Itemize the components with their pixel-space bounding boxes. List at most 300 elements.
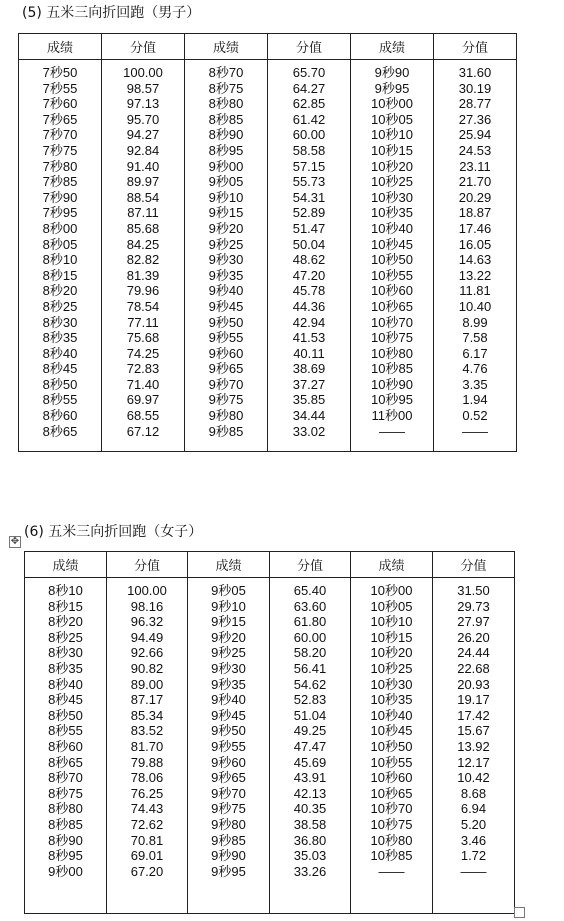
table-cell: 10秒95 [371,392,413,408]
table-cell: 8秒45 [42,361,78,377]
points-column-cell [270,578,351,914]
points-column-cell [102,60,185,452]
header-points-col: 分值 [270,552,351,578]
table-cell: 81.39 [126,267,160,283]
table-cell: 8秒65 [48,754,83,770]
table-cell: 72.83 [126,361,160,377]
table-cell: 8秒60 [48,738,83,754]
table-cell: 23.11 [459,158,491,174]
table-cell: 61.80 [293,614,327,630]
table-cell: 10秒75 [371,330,413,346]
table-cell: 90.82 [130,660,164,676]
table-cell: 21.70 [458,174,492,190]
table-cell: 8秒95 [48,848,83,864]
table-cell: 51.04 [293,707,327,723]
points-column [102,65,184,451]
table-cell: 7秒50 [42,65,78,80]
table-cell: 7秒80 [42,158,78,174]
points-column-cell [107,578,188,914]
table-cell: 48.62 [292,252,326,268]
table-cell: 7秒65 [42,111,78,127]
section-5-caption: (5) 五米三向折回跑（男子） [22,5,201,21]
table-header-row [25,552,515,578]
table-cell: 9秒10 [211,598,246,614]
table-cell: 8秒50 [48,707,83,723]
table-cell: 92.66 [130,645,164,661]
table-cell: 65.40 [293,583,327,598]
table-cell: 42.13 [293,785,327,801]
table-body-row [19,60,517,452]
table-cell: 60.00 [293,629,327,645]
table-cell: 8秒15 [48,598,83,614]
table-cell: 10秒10 [371,127,413,143]
table-cell: 13.22 [458,267,492,283]
table-cell: 1.94 [462,392,488,408]
header-points-col: 分值 [107,552,188,578]
female-score-table [24,551,515,914]
score-column-cell [185,60,268,452]
table-cell: 10秒55 [371,267,413,283]
table-cell: 22.68 [457,660,490,676]
table-cell: 9秒15 [211,614,246,630]
table-cell: 5.20 [460,816,487,832]
table-cell: 10秒70 [370,801,413,817]
table-cell: 95.70 [126,111,160,127]
table-cell: 52.83 [293,692,327,708]
table-cell: 7秒90 [42,189,78,205]
table-cell: 6.17 [462,345,488,361]
table-cell: 9秒95 [211,863,246,879]
table-cell: 8秒75 [208,80,244,96]
table-cell: 12.17 [457,754,490,770]
table-cell: 10秒25 [371,174,413,190]
table-cell: 9秒90 [211,848,246,864]
table-cell: 54.62 [293,676,327,692]
table-cell: 98.57 [126,80,160,96]
table-cell: 100.00 [123,65,163,80]
points-column [268,65,350,451]
table-cell: 47.47 [293,738,327,754]
table-cell: 10秒05 [370,598,413,614]
table-cell: 56.41 [293,660,327,676]
table-cell: 7秒60 [42,96,78,112]
table-cell: 9秒65 [208,361,244,377]
table-cell: 8秒75 [48,785,83,801]
table-cell: 36.80 [293,832,327,848]
table-cell: 9秒85 [211,832,246,848]
table-header-row [19,34,517,60]
table-cell: 10秒75 [370,816,413,832]
table-cell: 9秒50 [211,723,246,739]
table-cell: 97.13 [126,96,160,112]
table-cell: 67.12 [126,423,160,439]
table-cell: 10秒35 [370,692,413,708]
table-cell: 10秒15 [370,629,413,645]
table-cell: 8秒50 [42,376,78,392]
table-cell: 44.36 [292,298,326,314]
table-cell: 71.40 [126,376,160,392]
table-cell: 98.16 [130,598,164,614]
table-cell: 9秒75 [208,392,244,408]
score-column [188,583,269,913]
score-column [351,583,432,913]
table-cell: 24.53 [458,142,492,158]
table-cell: 91.40 [126,158,160,174]
table-cell: 82.82 [126,252,160,268]
table-cell: 10.40 [458,298,492,314]
table-cell: 30.19 [458,80,492,96]
table-cell: 28.77 [458,96,492,112]
table-cell: 10秒20 [370,645,413,661]
table-cell: 27.97 [457,614,490,630]
resize-handle-icon[interactable] [514,907,525,918]
table-cell: 9秒30 [211,660,246,676]
table-cell: 10秒40 [371,220,413,236]
table-cell: 9秒35 [211,676,246,692]
table-cell: 8秒90 [208,127,244,143]
table-cell-empty: —— [462,423,488,439]
table-cell: 8秒35 [42,330,78,346]
table-cell: 20.93 [457,676,490,692]
table-cell: 54.31 [292,189,326,205]
table-cell: 10.42 [457,770,490,786]
table-cell: 40.35 [293,801,327,817]
table-cell: 8秒15 [42,267,78,283]
table-cell: 35.85 [292,392,326,408]
table-cell: 18.87 [458,205,492,221]
table-cell: 70.81 [130,832,164,848]
header-points-col: 分值 [268,34,351,60]
table-cell: 8秒70 [208,65,244,80]
table-cell: 10秒25 [370,660,413,676]
table-cell: 19.17 [457,692,490,708]
table-cell: 20.29 [458,189,492,205]
table-cell: 8秒30 [42,314,78,330]
table-cell: 100.00 [127,583,167,598]
table-cell: 58.20 [293,645,327,661]
table-cell: 9秒55 [208,330,244,346]
table-cell: 7秒75 [42,142,78,158]
table-cell: 13.92 [457,738,490,754]
header-points-col: 分值 [433,552,515,578]
table-cell: 10秒50 [370,738,413,754]
table-cell: 43.91 [293,770,327,786]
table-cell: 76.25 [130,785,164,801]
table-cell: 50.04 [292,236,326,252]
table-cell: 87.17 [130,692,164,708]
table-cell: 8秒70 [48,770,83,786]
table-cell: 9秒80 [211,816,246,832]
points-column-cell [433,578,515,914]
table-cell: 81.70 [130,738,164,754]
table-cell: 10秒85 [370,848,413,864]
table-cell: 8秒85 [48,816,83,832]
table-cell: 25.94 [458,127,492,143]
table-cell: 9秒15 [208,205,244,221]
table-cell: 75.68 [126,330,160,346]
table-cell: 10秒70 [371,314,413,330]
header-points-col: 分值 [102,34,185,60]
table-cell: 10秒45 [370,723,413,739]
table-cell: 88.54 [126,189,160,205]
table-cell: 10秒60 [371,283,413,299]
table-cell: 10秒45 [371,236,413,252]
header-points-col: 分值 [434,34,517,60]
score-column [19,65,101,451]
table-cell: 9秒55 [211,738,246,754]
table-cell: 26.20 [457,629,490,645]
table-cell: 7秒95 [42,205,78,221]
table-cell: 9秒60 [211,754,246,770]
table-cell-empty: —— [460,863,487,879]
table-cell: 9秒00 [48,863,83,879]
table-cell: 10秒80 [371,345,413,361]
table-cell: 8秒00 [42,220,78,236]
table-cell: 8秒60 [42,408,78,424]
table-cell: 31.60 [458,65,492,80]
table-cell: 11.81 [459,283,491,299]
table-cell: 94.49 [130,629,164,645]
table-cell: 47.20 [292,267,326,283]
table-cell: 9秒25 [211,645,246,661]
table-cell: 8.68 [460,785,487,801]
table-cell: 8秒80 [48,801,83,817]
table-cell: 8.99 [462,314,488,330]
table-cell: 8秒55 [48,723,83,739]
table-cell-empty: —— [378,863,405,879]
table-cell: 69.01 [130,848,164,864]
table-cell: 10秒50 [371,252,413,268]
table-cell: 83.52 [130,723,164,739]
table-cell: 9秒20 [208,220,244,236]
table-cell: 8秒65 [42,423,78,439]
table-cell: 9秒80 [208,408,244,424]
table-cell: 33.02 [292,423,326,439]
score-column-cell [188,578,270,914]
table-cell: 10秒60 [370,770,413,786]
table-cell: 8秒55 [42,392,78,408]
table-cell: 8秒10 [42,252,78,268]
table-cell: 10秒10 [370,614,413,630]
table-cell: 68.55 [126,408,160,424]
table-cell: 67.20 [130,863,164,879]
header-score-col: 成绩 [25,552,107,578]
table-cell: 29.73 [457,598,490,614]
move-arrows-icon[interactable]: ✥ [10,536,20,547]
table-cell: 63.60 [293,598,327,614]
header-score-col: 成绩 [351,34,434,60]
table-cell: 10秒35 [371,205,413,221]
table-cell: 7秒55 [42,80,78,96]
table-cell: 8秒45 [48,692,83,708]
table-cell: 58.58 [292,142,326,158]
table-cell: 8秒40 [48,676,83,692]
table-cell: 35.03 [293,848,327,864]
table-cell: 8秒10 [48,583,83,598]
table-cell: 10秒65 [371,298,413,314]
score-column-cell [351,578,433,914]
section-6-caption: (6) 五米三向折回跑（女子） [24,524,203,540]
table-cell: 8秒85 [208,111,244,127]
table-cell: 10秒05 [371,111,413,127]
table-cell: 9秒05 [211,583,246,598]
header-score-col: 成绩 [188,552,270,578]
table-cell: 11秒00 [371,408,413,424]
score-column [185,65,267,451]
table-cell-empty: —— [379,423,405,439]
score-column [25,583,106,913]
points-column [434,65,516,451]
table-cell: 79.88 [130,754,164,770]
table-cell: 9秒95 [374,80,410,96]
table-cell: 77.11 [127,314,159,330]
table-cell: 96.32 [130,614,164,630]
table-cell: 8秒20 [42,283,78,299]
table-cell: 9秒40 [211,692,246,708]
table-cell: 10秒55 [370,754,413,770]
header-score-col: 成绩 [185,34,268,60]
table-cell: 8秒35 [48,660,83,676]
table-cell: 10秒80 [370,832,413,848]
points-column [270,583,350,913]
table-cell: 45.69 [293,754,327,770]
table-cell: 49.25 [293,723,327,739]
table-cell: 84.25 [126,236,160,252]
table-cell: 9秒25 [208,236,244,252]
table-cell: 9秒30 [208,252,244,268]
table-cell: 62.85 [292,96,326,112]
table-cell: 92.84 [126,142,160,158]
table-cell: 8秒25 [48,629,83,645]
table-cell: 7秒70 [42,127,78,143]
table-cell: 8秒90 [48,832,83,848]
points-column-cell [434,60,517,452]
table-cell: 10秒15 [371,142,413,158]
table-cell: 9秒00 [208,158,244,174]
score-column-cell [19,60,102,452]
table-cell: 17.42 [457,707,490,723]
header-score-col: 成绩 [351,552,433,578]
table-cell: 9秒65 [211,770,246,786]
table-cell: 9秒75 [211,801,246,817]
header-score-col: 成绩 [19,34,102,60]
table-cell: 9秒35 [208,267,244,283]
table-cell: 64.27 [292,80,326,96]
points-column-cell [268,60,351,452]
table-cell: 31.50 [457,583,490,598]
table-cell: 7.58 [462,330,488,346]
table-cell: 10秒40 [370,707,413,723]
table-cell: 8秒20 [48,614,83,630]
score-column [351,65,433,451]
table-cell: 61.42 [292,111,326,127]
table-cell: 78.54 [126,298,160,314]
table-cell: 74.25 [126,345,160,361]
table-cell: 78.06 [130,770,164,786]
table-cell: 55.73 [292,174,326,190]
table-cell: 94.27 [126,127,160,143]
table-cell: 4.76 [462,361,488,377]
table-cell: 7秒85 [42,174,78,190]
table-cell: 52.89 [292,205,326,221]
table-cell: 9秒45 [208,298,244,314]
table-cell: 38.58 [293,816,327,832]
table-cell: 79.96 [126,283,160,299]
table-cell: 10秒65 [370,785,413,801]
table-cell: 40.11 [293,345,325,361]
table-cell: 17.46 [458,220,492,236]
table-cell: 65.70 [292,65,326,80]
table-cell: 8秒30 [48,645,83,661]
table-cell: 8秒80 [208,96,244,112]
table-cell: 10秒90 [371,376,413,392]
table-cell: 60.00 [292,127,326,143]
table-cell: 15.67 [457,723,490,739]
table-cell: 57.15 [292,158,326,174]
table-cell: 3.46 [460,832,487,848]
table-cell: 9秒70 [208,376,244,392]
table-cell: 72.62 [130,816,164,832]
table-cell: 6.94 [460,801,487,817]
table-cell: 9秒85 [208,423,244,439]
table-cell: 38.69 [292,361,326,377]
table-cell: 9秒40 [208,283,244,299]
table-cell: 69.97 [126,392,160,408]
table-cell: 10秒30 [371,189,413,205]
score-column-cell [351,60,434,452]
table-cell: 3.35 [462,376,488,392]
score-column-cell [25,578,107,914]
points-column [107,583,187,913]
table-cell: 41.53 [292,330,326,346]
table-cell: 74.43 [130,801,164,817]
table-cell: 45.78 [292,283,326,299]
table-cell: 85.68 [126,220,160,236]
table-cell: 9秒45 [211,707,246,723]
table-cell: 10秒00 [371,96,413,112]
table-cell: 0.52 [462,408,488,424]
table-cell: 27.36 [458,111,492,127]
table-cell: 87.11 [127,205,159,221]
table-cell: 51.47 [292,220,326,236]
table-cell: 16.05 [458,236,492,252]
table-cell: 10秒20 [371,158,413,174]
table-cell: 10秒85 [371,361,413,377]
points-column [433,583,514,913]
table-cell: 9秒90 [374,65,410,80]
table-cell: 9秒10 [208,189,244,205]
table-body-row [25,578,515,914]
table-cell: 10秒00 [370,583,413,598]
table-cell: 14.63 [458,252,492,268]
table-cell: 9秒05 [208,174,244,190]
table-cell: 1.72 [460,848,487,864]
table-cell: 33.26 [293,863,327,879]
table-cell: 37.27 [292,376,326,392]
table-cell: 89.00 [130,676,164,692]
table-cell: 10秒30 [370,676,413,692]
table-cell: 85.34 [130,707,164,723]
table-cell: 8秒40 [42,345,78,361]
table-cell: 89.97 [126,174,160,190]
table-cell: 24.44 [457,645,490,661]
male-score-table [18,33,517,452]
table-cell: 42.94 [292,314,326,330]
table-cell: 8秒05 [42,236,78,252]
table-cell: 9秒60 [208,345,244,361]
table-cell: 34.44 [292,408,326,424]
table-cell: 9秒20 [211,629,246,645]
